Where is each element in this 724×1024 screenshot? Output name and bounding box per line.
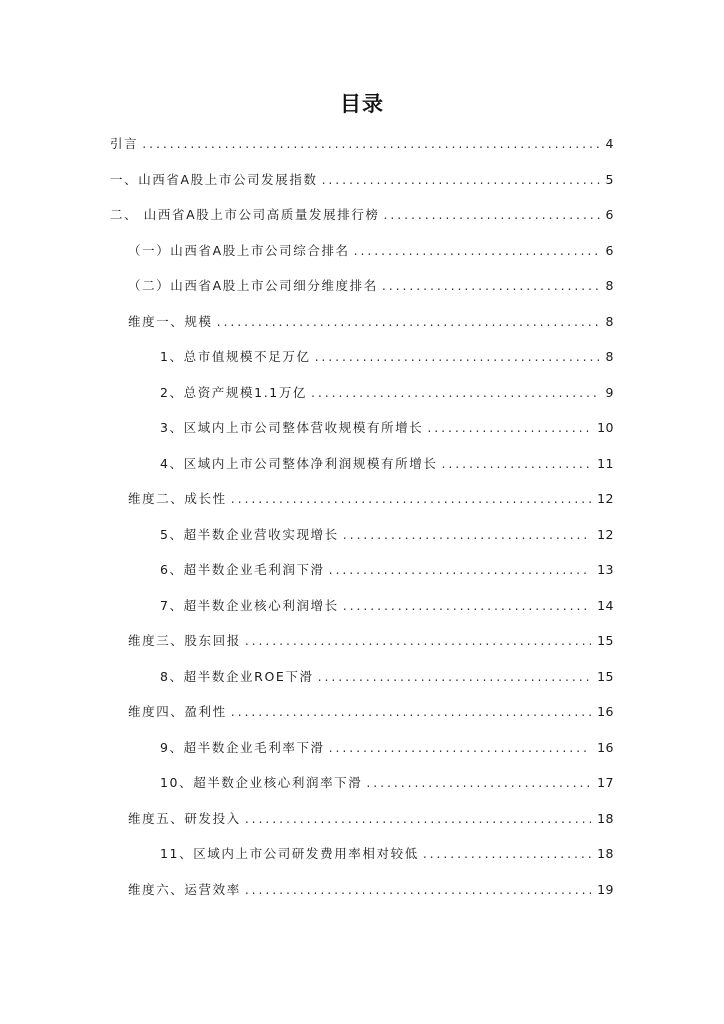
toc-entry-title: 5、超半数企业营收实现增长: [160, 527, 339, 542]
toc-entry-page: 14: [597, 598, 614, 613]
toc-entry[interactable]: [160, 844, 614, 866]
toc-entry-title: 维度六、运营效率: [128, 882, 241, 897]
toc-entry[interactable]: [160, 738, 614, 760]
toc-entry[interactable]: [160, 596, 614, 618]
toc-entry[interactable]: [160, 525, 614, 547]
toc-entry-page: 15: [597, 669, 614, 684]
toc-title: 目录: [340, 92, 384, 116]
toc-leader-dots: [322, 172, 600, 187]
toc-entry[interactable]: [160, 383, 614, 405]
toc-entry-title: 9、超半数企业毛利率下滑: [160, 740, 325, 755]
toc-entry[interactable]: [160, 418, 614, 440]
toc-entry-title: 10、超半数企业核心利润率下滑: [160, 775, 363, 790]
toc-entry-page: 13: [597, 562, 614, 577]
toc-entry-title: 引言: [110, 136, 139, 151]
toc-leader-dots: [231, 704, 591, 719]
toc-leader-dots: [366, 775, 591, 790]
toc-entry-title: 维度五、研发投入: [128, 811, 241, 826]
toc-leader-dots: [318, 669, 592, 684]
toc-leader-dots: [343, 598, 591, 613]
toc-leader-dots: [245, 882, 591, 897]
toc-entry[interactable]: [128, 241, 614, 263]
toc-entry-title: 维度四、盈利性: [128, 704, 227, 719]
toc-entry-page: 10: [597, 420, 614, 435]
toc-entry-title: 二、 山西省A股上市公司高质量发展排行榜: [110, 207, 380, 222]
toc-entry-page: 17: [597, 775, 614, 790]
toc-entry[interactable]: [128, 489, 614, 511]
toc-leader-dots: [384, 207, 600, 222]
toc-entry[interactable]: [128, 276, 614, 298]
toc-leader-dots: [217, 314, 600, 329]
toc-entry-title: 维度一、规模: [128, 314, 213, 329]
toc-entry[interactable]: [110, 170, 614, 192]
toc-entry-title: 11、区域内上市公司研发费用率相对较低: [160, 846, 419, 861]
toc-entry-title: 1、总市值规模不足万亿: [160, 349, 311, 364]
toc-leader-dots: [427, 420, 591, 435]
toc-leader-dots: [382, 278, 600, 293]
toc-entry-page: 16: [597, 704, 614, 719]
toc-entry-title: 7、超半数企业核心利润增长: [160, 598, 339, 613]
toc-entry-page: 16: [597, 740, 614, 755]
toc-entry[interactable]: [160, 667, 614, 689]
toc-entry[interactable]: [128, 880, 614, 902]
toc-entry-page: 6: [605, 243, 614, 258]
toc-entry-page: 8: [605, 349, 614, 364]
toc-leader-dots: [423, 846, 591, 861]
toc-entry-page: 5: [605, 172, 614, 187]
toc-entry-page: 18: [597, 846, 614, 861]
toc-leader-dots: [142, 136, 599, 151]
toc-leader-dots: [329, 740, 591, 755]
toc-entry-title: 6、超半数企业毛利润下滑: [160, 562, 325, 577]
toc-leader-dots: [329, 562, 591, 577]
toc-entry-page: 4: [605, 136, 614, 151]
toc-entry[interactable]: [160, 560, 614, 582]
toc-entry-page: 12: [597, 527, 614, 542]
toc-entry[interactable]: [160, 454, 614, 476]
toc-entry[interactable]: [160, 347, 614, 369]
toc-leader-dots: [245, 811, 591, 826]
toc-entry-title: 维度二、成长性: [128, 491, 227, 506]
toc-entry[interactable]: [110, 134, 614, 156]
toc-entry-title: 8、超半数企业ROE下滑: [160, 669, 314, 684]
toc-leader-dots: [441, 456, 591, 471]
toc-leader-dots: [315, 349, 600, 364]
toc-entry-page: 12: [597, 491, 614, 506]
toc-entry-page: 19: [597, 882, 614, 897]
toc-entry[interactable]: [128, 312, 614, 334]
toc-entry-page: 9: [605, 385, 614, 400]
toc-entry-title: 一、山西省A股上市公司发展指数: [110, 172, 318, 187]
toc-leader-dots: [245, 633, 591, 648]
toc-leader-dots: [354, 243, 600, 258]
toc-entry[interactable]: [128, 702, 614, 724]
toc-entry-title: 4、区域内上市公司整体净利润规模有所增长: [160, 456, 438, 471]
toc-entry[interactable]: [160, 773, 614, 795]
toc-entry[interactable]: [128, 809, 614, 831]
toc-entry-title: 2、总资产规模1.1万亿: [160, 385, 308, 400]
toc-entry-page: 6: [605, 207, 614, 222]
toc-entry-title: （一）山西省A股上市公司综合排名: [128, 243, 350, 258]
toc-entry[interactable]: [110, 205, 614, 227]
toc-entry-title: （二）山西省A股上市公司细分维度排名: [128, 278, 378, 293]
toc-entry-page: 15: [597, 633, 614, 648]
toc-entry-page: 8: [605, 314, 614, 329]
toc-entry-title: 3、区域内上市公司整体营收规模有所增长: [160, 420, 424, 435]
toc-leader-dots: [311, 385, 600, 400]
toc-entry-page: 18: [597, 811, 614, 826]
toc-entry-page: 11: [597, 456, 614, 471]
toc-entry-title: 维度三、股东回报: [128, 633, 241, 648]
toc-entry-page: 8: [605, 278, 614, 293]
toc-entry[interactable]: [128, 631, 614, 653]
toc-leader-dots: [231, 491, 591, 506]
toc-leader-dots: [343, 527, 591, 542]
